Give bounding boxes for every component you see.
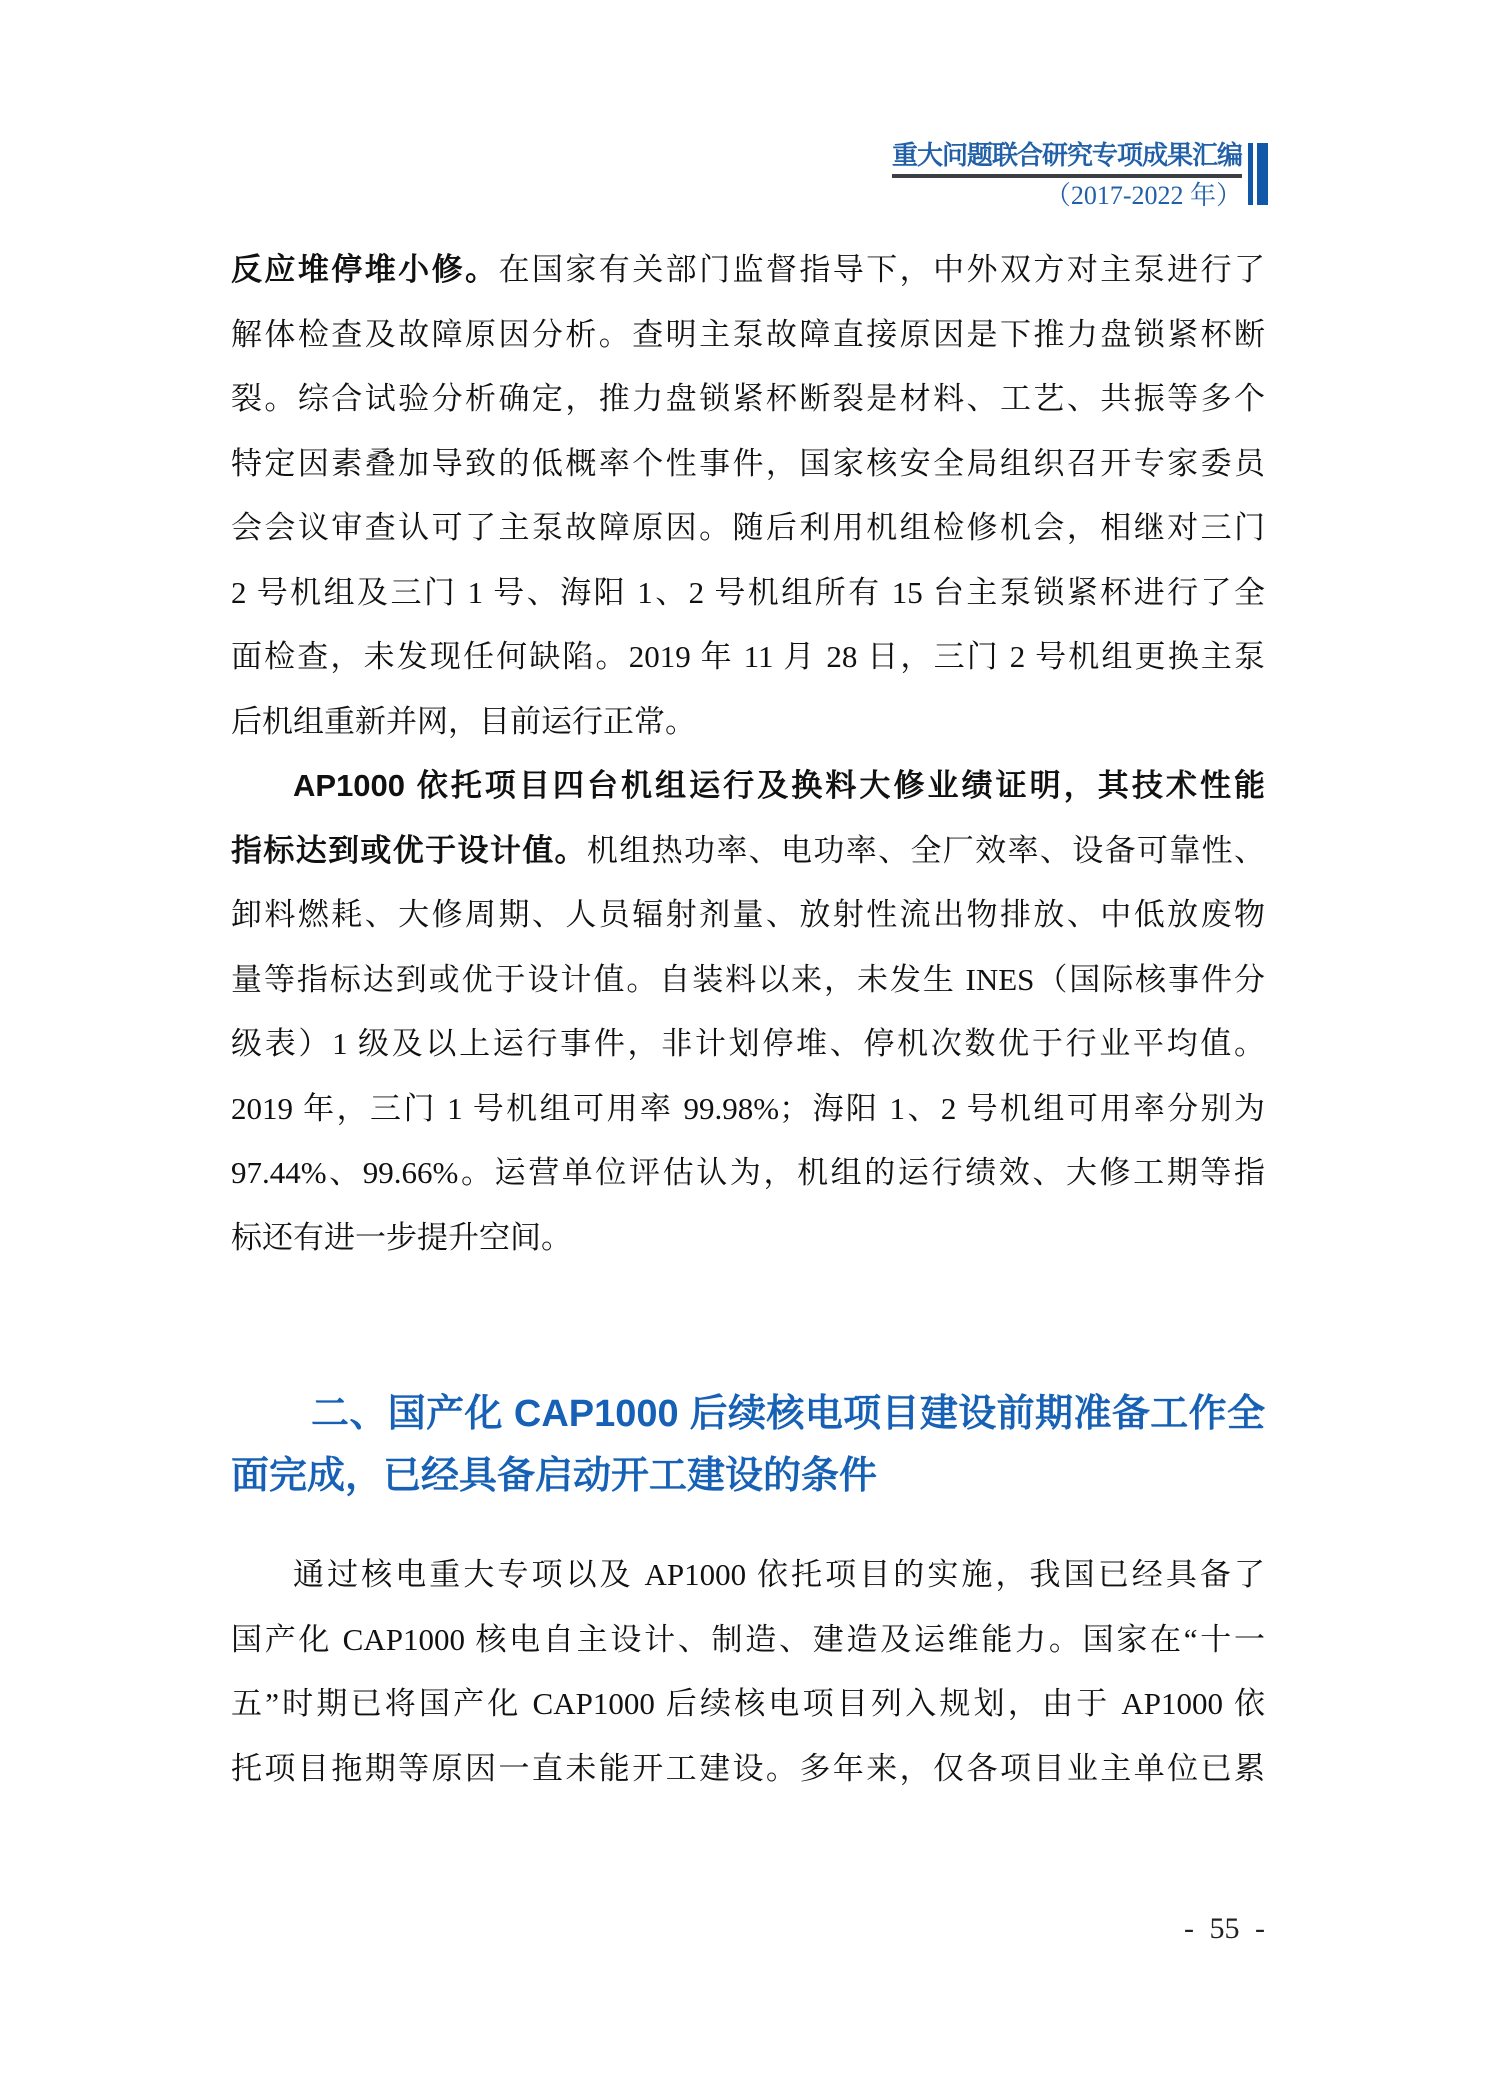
header-bars — [1248, 140, 1268, 205]
section-heading — [231, 1383, 1265, 1507]
body-text — [231, 238, 1265, 1270]
paragraph1-line3: 裂。综合试验分析确定，推力盘锁紧杯断裂是材料、工艺、共振等多个 — [231, 381, 1265, 416]
text-run: 机组热功率、电功率、全厂效率、设备可靠性、 — [586, 832, 1266, 868]
paragraph2-line4: 量等指标达到或优于设计值。自装料以来，未发生 INES（国际核事件分 — [231, 961, 1265, 997]
paragraph2-line3: 卸料燃耗、大修周期、人员辐射剂量、放射性流出物排放、中低放废物 — [231, 897, 1265, 932]
paragraph1-line8: 后机组重新并网，目前运行正常。 — [231, 703, 696, 739]
body-text-continued — [231, 1543, 1265, 1801]
header-underline — [892, 174, 1242, 178]
paragraph2-line8: 标还有进一步提升空间。 — [231, 1219, 572, 1255]
paragraph3-line2: 国产化 CAP1000 核电自主设计、制造、建造及运维能力。国家在“十一 — [231, 1621, 1265, 1657]
paragraph1-line6: 2 号机组及三门 1 号、海阳 1、2 号机组所有 15 台主泵锁紧杯进行了全 — [231, 574, 1265, 610]
paragraph1-line1 — [231, 238, 1265, 303]
paragraph2-line6: 2019 年，三门 1 号机组可用率 99.98%；海阳 1、2 号机组可用率分别为 — [231, 1090, 1265, 1126]
header-text-block — [892, 140, 1242, 209]
paragraph1-line7: 面检查，未发现任何缺陷。2019 年 11 月 28 日，三门 2 号机组更换主泵 — [231, 639, 1265, 674]
section-heading-line1: 二、国产化 CAP1000 后续核电项目建设前期准备工作全 — [311, 1393, 1265, 1435]
paragraph2-line7: 97.44%、99.66%。运营单位评估认为，机组的运行绩效、大修工期等指 — [231, 1155, 1265, 1190]
bold-run: 反应堆停堆小修。 — [231, 252, 499, 287]
paragraph2-line2 — [231, 819, 1265, 884]
paragraph1-line4: 特定因素叠加导致的低概率个性事件，国家核安全局组织召开专家委员 — [231, 445, 1265, 481]
paragraph3-line4: 托项目拖期等原因一直未能开工建设。多年来，仅各项目业主单位已累 — [231, 1750, 1265, 1786]
paragraph1-line5: 会会议审查认可了主泵故障原因。随后利用机组检修机会，相继对三门 — [231, 510, 1265, 545]
header-bar-thin — [1248, 143, 1253, 205]
paragraph3-line3: 五”时期已将国产化 CAP1000 后续核电项目列入规划，由于 AP1000 依 — [231, 1686, 1265, 1721]
header-subtitle: （2017-2022 年） — [1044, 181, 1242, 210]
paragraph3-line1: 通过核电重大专项以及 AP1000 依托项目的实施，我国已经具备了 — [293, 1557, 1265, 1592]
bold-run: 指标达到或优于设计值。 — [231, 832, 587, 868]
header-bar-thick — [1257, 143, 1268, 205]
page-header — [892, 140, 1268, 209]
text-run: 在国家有关部门监督指导下，中外双方对主泵进行了 — [498, 252, 1265, 287]
paragraph2-line1: AP1000 依托项目四台机组运行及换料大修业绩证明，其技术性能 — [293, 768, 1265, 803]
header-title: 重大问题联合研究专项成果汇编 — [891, 140, 1242, 170]
paragraph2-line5: 级表）1 级及以上运行事件，非计划停堆、停机次数优于行业平均值。 — [231, 1026, 1265, 1061]
paragraph1-line2: 解体检查及故障原因分析。查明主泵故障直接原因是下推力盘锁紧杯断 — [231, 316, 1265, 352]
section-heading-line2: 面完成，已经具备启动开工建设的条件 — [231, 1455, 878, 1497]
page-number: - 55 - — [1184, 1912, 1265, 1945]
